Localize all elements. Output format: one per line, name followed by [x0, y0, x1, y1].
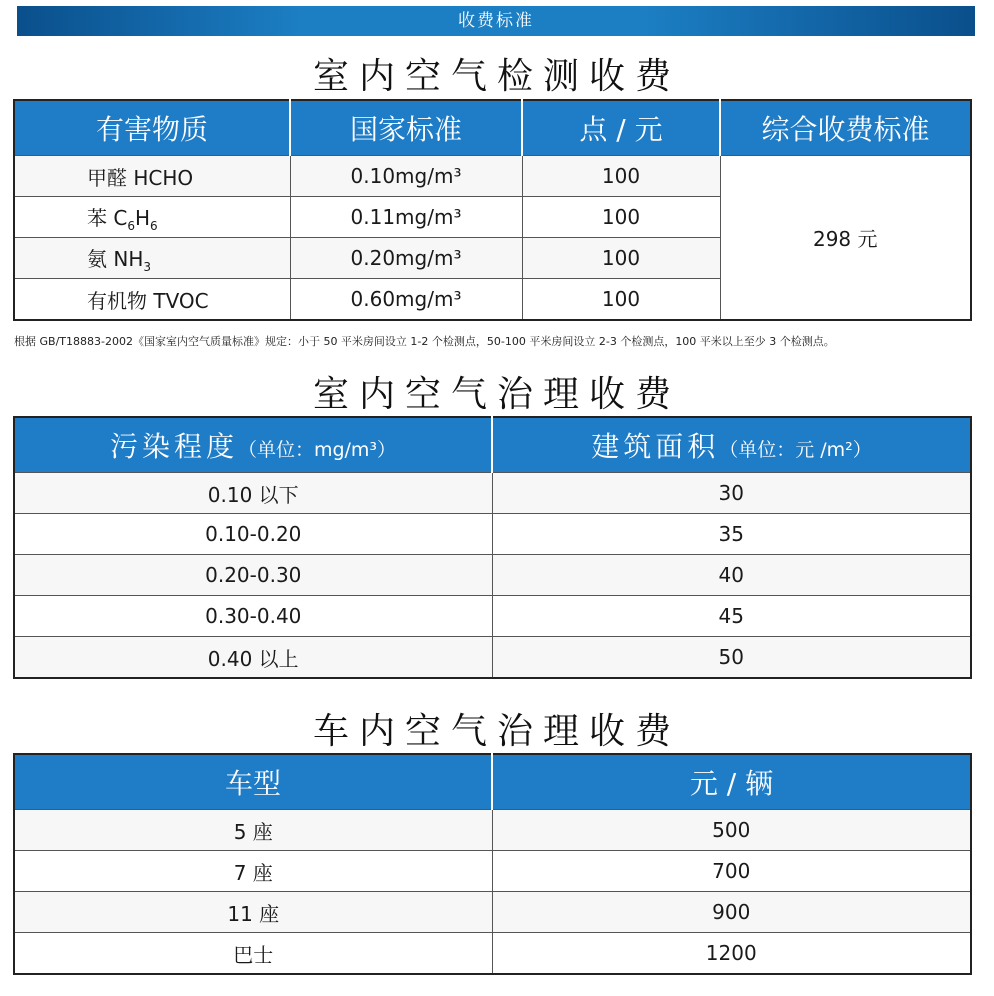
- standard-value: 0.10mg/m³: [290, 156, 522, 197]
- vehicle-price: 500: [492, 810, 971, 851]
- vehicle-type: 7 座: [14, 851, 492, 892]
- area-price: 50: [492, 637, 971, 679]
- vehicle-treatment-fee-table: [13, 753, 972, 975]
- header-price-per-vehicle: 元 / 辆: [492, 754, 971, 810]
- total-fee-value: 298 元: [720, 156, 971, 321]
- header-standard: 国家标准: [290, 100, 522, 156]
- substance-name: 甲醛 HCHO: [14, 156, 290, 197]
- header-substance: 有害物质: [14, 100, 290, 156]
- table-row: [14, 555, 971, 596]
- area-price: 45: [492, 596, 971, 637]
- area-price: 40: [492, 555, 971, 596]
- pollution-level: 0.10 以下: [14, 473, 492, 514]
- price-value: 100: [522, 238, 720, 279]
- substance-name: 氨 $NH_3$: [14, 238, 290, 279]
- section-title-detection: 室内空气检测收费: [312, 56, 681, 97]
- vehicle-price: 1200: [492, 933, 971, 975]
- pollution-level: 0.30-0.40: [14, 596, 492, 637]
- table-row: [14, 851, 971, 892]
- table-row: [14, 933, 971, 975]
- detection-fee-table: [13, 99, 972, 321]
- section-title-vehicle-treatment: 车内空气治理收费: [312, 711, 681, 752]
- substance-name: 有机物 TVOC: [14, 279, 290, 321]
- pollution-level: 0.10-0.20: [14, 514, 492, 555]
- price-value: 100: [522, 197, 720, 238]
- vehicle-type: 11 座: [14, 892, 492, 933]
- price-value: 100: [522, 279, 720, 321]
- substance-name: 苯 $C_6H_6$: [14, 197, 290, 238]
- standard-value: 0.20mg/m³: [290, 238, 522, 279]
- vehicle-price: 700: [492, 851, 971, 892]
- table-row: [14, 596, 971, 637]
- banner: 收费标准: [17, 6, 975, 36]
- pollution-level: 0.20-0.30: [14, 555, 492, 596]
- standard-value: 0.60mg/m³: [290, 279, 522, 321]
- table-row: [14, 473, 971, 514]
- table-row: [14, 156, 971, 197]
- header-price-per-point: 点 / 元: [522, 100, 720, 156]
- vehicle-price: 900: [492, 892, 971, 933]
- header-total-fee: 综合收费标准: [720, 100, 971, 156]
- header-vehicle-type: 车型: [14, 754, 492, 810]
- pollution-level: 0.40 以上: [14, 637, 492, 679]
- table-row: [14, 514, 971, 555]
- area-price: 35: [492, 514, 971, 555]
- price-value: 100: [522, 156, 720, 197]
- header-pollution-level: 污染程度（单位：mg/m³）: [14, 417, 492, 473]
- standard-value: 0.11mg/m³: [290, 197, 522, 238]
- table-row: [14, 810, 971, 851]
- table-row: [14, 637, 971, 679]
- vehicle-type: 巴士: [14, 933, 492, 975]
- standard-note: 根据 GB/T18883-2002《国家室内空气质量标准》规定：小于 50 平米房间设立 1-2 个检测点，50-100 平米房间设立 2-3 个检测点，100 平米以上至少 3 个检测点。: [14, 335, 835, 348]
- vehicle-type: 5 座: [14, 810, 492, 851]
- section-title-indoor-treatment: 室内空气治理收费: [312, 374, 681, 415]
- header-building-area: 建筑面积（单位：元 /m²）: [492, 417, 971, 473]
- area-price: 30: [492, 473, 971, 514]
- table-row: [14, 892, 971, 933]
- indoor-treatment-fee-table: [13, 416, 972, 679]
